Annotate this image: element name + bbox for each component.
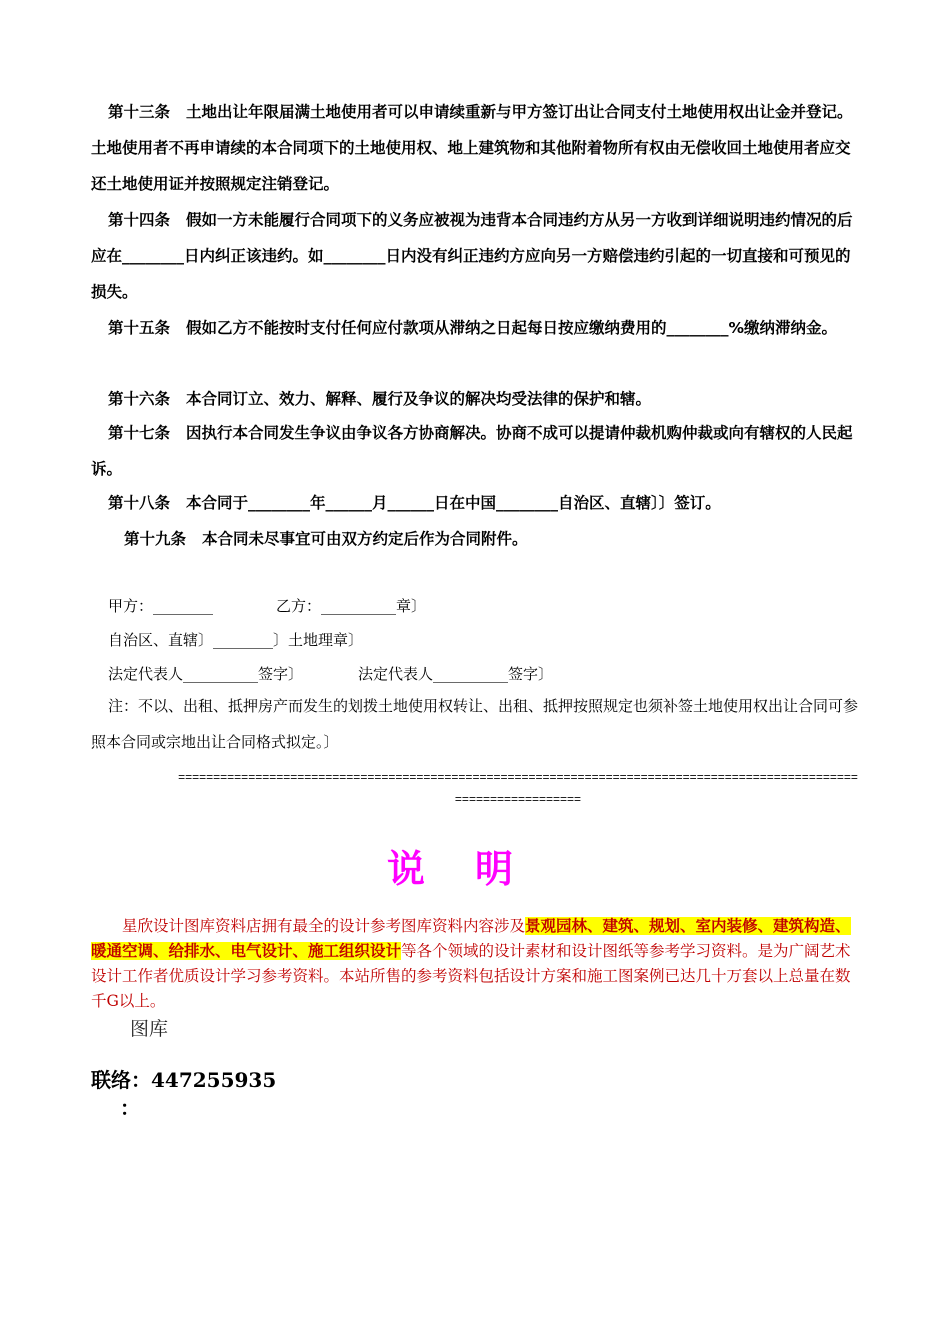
article-number: 第十七条: [108, 424, 171, 442]
article-text: 土地出让年限届满土地使用者可以申请续重新与甲方签订出让合同支付土地使用权出让金并登记。土地使用者不再申请续的本合同项下的土地使用权、地上建筑物和其他附着物所有权由无偿收回土地使用者应交还土地使用证并按照规定注销登记。: [91, 103, 853, 193]
article-number: 第十三条: [108, 103, 171, 121]
explain-intro: 星欣设计图库资料店拥有最全的设计参考图库资料内容涉及: [122, 917, 526, 935]
trailing-colon: ：: [120, 1096, 140, 1120]
article-14: [91, 202, 859, 310]
signature-region: 自治区、直辖〕________〕土地理章〕: [108, 631, 364, 649]
explain-rest: 等各个领域的设计素材和设计图纸等参考学习资料。是为广阔艺术设计工作者优质设计学习参考资料。本站所售的参考资料包括设计方案和施工图案例已达几十万套以上总量在数千G以上。: [91, 942, 851, 1010]
explain-highlight: 景观园林、建筑、规划、室内装修、建筑构造、暖通空调、给排水、电气设计、施工组织设计: [91, 917, 851, 960]
signature-party-a: 甲方：________: [108, 597, 214, 615]
article-13: [91, 94, 859, 202]
article-text: 本合同未尽事宜可由双方约定后作为合同附件。: [202, 530, 528, 548]
article-16: [91, 381, 859, 417]
signature-rep-a: 法定代表人__________签字〕: [108, 665, 304, 683]
signature-party-b: 乙方：__________章〕: [276, 597, 427, 615]
article-17: [91, 415, 859, 487]
article-number: 第十五条: [108, 319, 171, 337]
signature-rep-b: 法定代表人__________签字〕: [358, 665, 554, 683]
article-18: [91, 485, 859, 521]
article-text: 本合同订立、效力、解释、履行及争议的解决均受法律的保护和辖。: [186, 390, 652, 408]
contact-info: 联络：447255935: [91, 1068, 277, 1092]
explain-description: [91, 914, 859, 1014]
article-19: [91, 521, 859, 557]
contract-note: 注：不以、出租、抵押房产而发生的划拨土地使用权转让、出租、抵押按照规定也须补签土地使用权出让合同可参照本合同或宗地出让合同格式拟定。〕: [91, 697, 859, 751]
article-15: [91, 310, 859, 346]
library-label: 图库: [130, 1018, 169, 1040]
separator-line: ===================================================================================================================: [178, 770, 858, 806]
article-text: 假如乙方不能按时支付任何应付款项从滞纳之日起每日按应缴纳费用的________%缴纳滞纳金。: [186, 319, 838, 337]
article-text: 假如一方未能履行合同项下的义务应被视为违背本合同违约方从另一方收到详细说明违约情况的后应在________日内纠正该违约。如________日内没有纠正违约方应向另一方赔偿违约引起的一切直接和可预见的损失。: [91, 211, 853, 301]
article-text: 本合同于________年______月______日在中国________自治区、直辖〕〕签订。: [186, 494, 721, 512]
article-number: 第十八条: [108, 494, 171, 512]
article-number: 第十六条: [108, 390, 171, 408]
explain-title: 说明: [386, 847, 563, 891]
article-text: 因执行本合同发生争议由争议各方协商解决。协商不成可以提请仲裁机购仲裁或向有辖权的人民起诉。: [91, 424, 853, 478]
article-number: 第十四条: [108, 211, 171, 229]
article-number: 第十九条: [124, 530, 187, 548]
